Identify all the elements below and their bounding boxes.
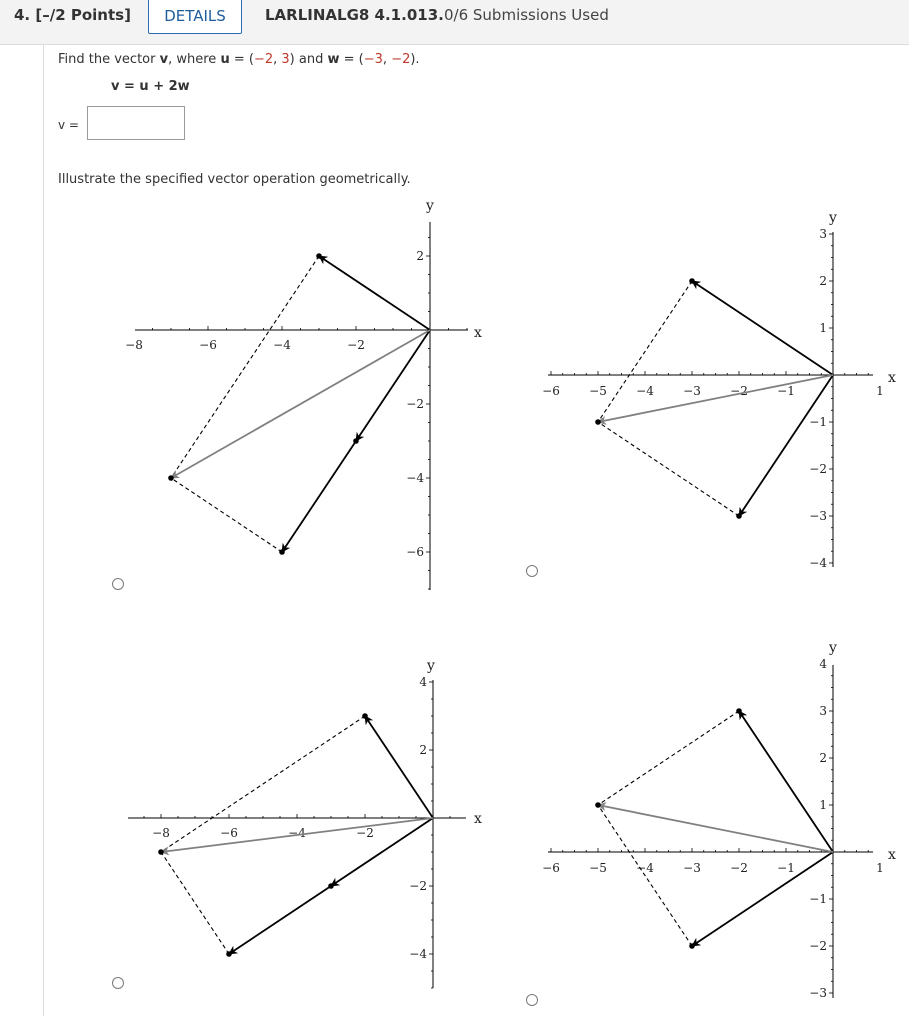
vector-endpoint — [689, 278, 695, 284]
y-axis-label: y — [829, 210, 837, 226]
var-v: v — [159, 52, 169, 67]
vector-endpoint — [168, 475, 174, 481]
x-tick-label: 1 — [876, 861, 884, 875]
problem-code: LARLINALG8 4.1.013. — [265, 6, 444, 24]
vector-arrow — [319, 256, 430, 330]
u-x-value: −2 — [253, 52, 274, 67]
x-axis-label: x — [888, 847, 896, 863]
var-u: u — [220, 52, 230, 67]
x-tick-label: −4 — [636, 384, 654, 398]
y-tick-label: 3 — [819, 227, 827, 241]
vector-endpoint — [736, 708, 742, 714]
x-tick-label: −6 — [199, 338, 217, 352]
w-x-value: −3 — [363, 52, 383, 67]
y-axis-label: y — [426, 198, 434, 214]
separator: , — [273, 52, 282, 67]
sum-vector — [598, 375, 833, 422]
vector-endpoint — [736, 513, 742, 519]
y-tick-label: 4 — [819, 657, 827, 671]
x-tick-label: −5 — [589, 861, 607, 875]
vector-arrow — [356, 330, 430, 441]
y-tick-label: 1 — [819, 798, 827, 812]
dashed-line — [598, 281, 692, 422]
separator: , — [382, 52, 392, 67]
sum-vector — [161, 818, 433, 852]
prompt-text: Find the vector — [58, 52, 156, 67]
vector-endpoint — [316, 253, 322, 259]
y-tick-label: −1 — [809, 892, 827, 906]
y-tick-label: 2 — [819, 274, 827, 288]
y-tick-label: −1 — [809, 415, 827, 429]
y-tick-label: −3 — [809, 509, 827, 523]
dashed-line — [598, 422, 739, 516]
x-axis-label: x — [474, 811, 482, 827]
x-tick-label: −6 — [542, 384, 560, 398]
option-c-radio[interactable] — [112, 977, 124, 989]
y-tick-label: −2 — [809, 462, 827, 476]
y-tick-label: 3 — [819, 704, 827, 718]
dashed-line — [171, 256, 319, 478]
w-y-value: −2 — [391, 52, 411, 67]
paren: ( — [358, 52, 364, 67]
option-b-radio[interactable] — [526, 565, 538, 577]
x-tick-label: −8 — [152, 826, 170, 840]
vector-arrow — [692, 281, 833, 375]
y-tick-label: −4 — [409, 947, 427, 961]
submissions-used: 0/6 Submissions Used — [444, 6, 609, 24]
dashed-line — [598, 711, 739, 805]
paren: ) — [289, 52, 295, 67]
dashed-line — [161, 716, 365, 852]
y-tick-label: −2 — [409, 879, 427, 893]
y-tick-label: 2 — [419, 743, 427, 757]
prompt-text: and — [294, 52, 328, 67]
vector-arrow — [229, 886, 331, 954]
y-axis-label: y — [829, 640, 837, 656]
prompt-text: , where — [168, 52, 217, 67]
y-tick-label: −4 — [406, 471, 424, 485]
x-tick-label: −6 — [542, 861, 560, 875]
x-tick-label: −4 — [288, 826, 306, 840]
x-axis-label: x — [474, 325, 482, 341]
option-d-radio[interactable] — [526, 994, 538, 1006]
paren: ). — [410, 52, 420, 67]
y-tick-label: −6 — [406, 545, 424, 559]
x-tick-label: −3 — [683, 384, 701, 398]
vector-arrow — [739, 711, 833, 852]
y-tick-label: −3 — [809, 986, 827, 1000]
y-tick-label: −2 — [809, 939, 827, 953]
x-tick-label: −2 — [347, 338, 365, 352]
x-axis-label: x — [888, 370, 896, 386]
dashed-line — [161, 852, 229, 954]
x-tick-label: −2 — [356, 826, 374, 840]
vector-endpoint — [328, 883, 334, 889]
y-axis-label: y — [427, 658, 435, 674]
y-tick-label: 2 — [819, 751, 827, 765]
dashed-line — [171, 478, 282, 552]
x-tick-label: −4 — [636, 861, 654, 875]
var-w: w — [327, 52, 340, 67]
vector-arrow — [365, 716, 433, 818]
x-tick-label: −2 — [730, 861, 748, 875]
option-a-radio[interactable] — [112, 578, 124, 590]
vector-endpoint — [279, 549, 285, 555]
vector-endpoint — [595, 802, 601, 808]
x-tick-label: −4 — [273, 338, 291, 352]
y-tick-label: 1 — [819, 321, 827, 335]
sum-vector — [598, 805, 833, 852]
x-tick-label: −5 — [589, 384, 607, 398]
vector-endpoint — [362, 713, 368, 719]
vector-endpoint — [595, 419, 601, 425]
dashed-line — [598, 805, 692, 946]
x-tick-label: −6 — [220, 826, 238, 840]
vector-endpoint — [353, 438, 359, 444]
vector-arrow — [282, 441, 356, 552]
equals-sign: = — [229, 52, 249, 67]
y-tick-label: 2 — [416, 249, 424, 263]
y-tick-label: −4 — [809, 556, 827, 570]
x-tick-label: 1 — [876, 384, 884, 398]
illustrate-prompt: Illustrate the specified vector operation geometrically. — [58, 172, 411, 187]
sum-vector — [171, 330, 430, 478]
paren: ( — [248, 52, 254, 67]
y-tick-label: −2 — [406, 397, 424, 411]
x-tick-label: −1 — [777, 384, 795, 398]
y-tick-label: 4 — [419, 675, 427, 689]
answer-label: v = — [58, 118, 79, 132]
vector-endpoint — [158, 849, 164, 855]
details-button[interactable]: DETAILS — [148, 0, 242, 34]
x-tick-label: −2 — [730, 384, 748, 398]
x-tick-label: −8 — [125, 338, 143, 352]
vector-endpoint — [689, 943, 695, 949]
vector-endpoint — [226, 951, 232, 957]
equals-sign: = — [339, 52, 359, 67]
points-label: [–/2 Points] — [35, 6, 131, 24]
equation: v = u + 2w — [111, 79, 190, 94]
question-number: 4. — [14, 6, 31, 24]
u-y-value: 3 — [281, 52, 290, 67]
x-tick-label: −3 — [683, 861, 701, 875]
x-tick-label: −1 — [777, 861, 795, 875]
